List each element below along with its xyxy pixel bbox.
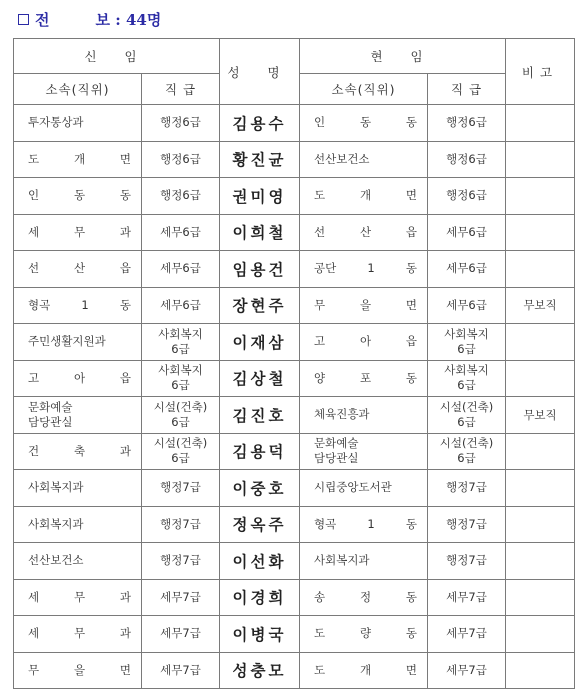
header-new-grade: 직 급 bbox=[142, 74, 220, 105]
current-dept-cell: 인 동 동 bbox=[300, 105, 428, 142]
current-grade-cell: 세무6급 bbox=[428, 287, 506, 324]
table-row bbox=[14, 324, 575, 361]
note-cell bbox=[506, 360, 575, 397]
note-cell bbox=[506, 324, 575, 361]
new-grade-cell: 사회복지 6급 bbox=[142, 360, 220, 397]
current-dept-cell: 도 개 면 bbox=[300, 178, 428, 215]
new-grade-cell: 세무7급 bbox=[142, 652, 220, 689]
name-cell: 이경희 bbox=[220, 579, 300, 616]
table-row bbox=[14, 397, 575, 434]
new-dept-cell: 세 무 과 bbox=[14, 214, 142, 251]
note-cell: 무보직 bbox=[506, 287, 575, 324]
transfer-table bbox=[13, 38, 575, 689]
name-cell: 장현주 bbox=[220, 287, 300, 324]
current-grade-cell: 세무7급 bbox=[428, 579, 506, 616]
name-cell: 이재삼 bbox=[220, 324, 300, 361]
name-cell: 김상철 bbox=[220, 360, 300, 397]
table-row bbox=[14, 543, 575, 580]
name-cell: 이희철 bbox=[220, 214, 300, 251]
new-dept-cell: 선산보건소 bbox=[14, 543, 142, 580]
new-grade-cell: 시설(건축) 6급 bbox=[142, 433, 220, 470]
new-dept-cell: 형곡 1 동 bbox=[14, 287, 142, 324]
current-dept-cell: 문화예술 담당관실 bbox=[300, 433, 428, 470]
new-grade-cell: 행정6급 bbox=[142, 105, 220, 142]
name-cell: 정옥주 bbox=[220, 506, 300, 543]
new-dept-cell: 주민생활지원과 bbox=[14, 324, 142, 361]
current-grade-cell: 세무7급 bbox=[428, 652, 506, 689]
current-dept-cell: 사회복지과 bbox=[300, 543, 428, 580]
header-current-post: 현 임 bbox=[300, 39, 506, 74]
current-grade-cell: 행정7급 bbox=[428, 470, 506, 507]
note-cell bbox=[506, 579, 575, 616]
current-dept-cell: 고 아 읍 bbox=[300, 324, 428, 361]
current-dept-cell: 도 개 면 bbox=[300, 652, 428, 689]
new-dept-cell: 문화예술 담당관실 bbox=[14, 397, 142, 434]
title-label: 전 bbox=[35, 10, 50, 29]
new-grade-cell: 시설(건축) 6급 bbox=[142, 397, 220, 434]
new-grade-cell: 행정7급 bbox=[142, 506, 220, 543]
new-grade-cell: 사회복지 6급 bbox=[142, 324, 220, 361]
new-dept-cell: 사회복지과 bbox=[14, 470, 142, 507]
note-cell bbox=[506, 616, 575, 653]
new-dept-cell: 세 무 과 bbox=[14, 616, 142, 653]
current-grade-cell: 행정7급 bbox=[428, 506, 506, 543]
table-row bbox=[14, 506, 575, 543]
note-cell bbox=[506, 506, 575, 543]
current-grade-cell: 세무6급 bbox=[428, 214, 506, 251]
name-cell: 이중호 bbox=[220, 470, 300, 507]
table-row bbox=[14, 105, 575, 142]
new-dept-cell: 세 무 과 bbox=[14, 579, 142, 616]
note-cell bbox=[506, 214, 575, 251]
current-dept-cell: 공단 1 동 bbox=[300, 251, 428, 288]
title-count: 보 : 44명 bbox=[95, 10, 162, 29]
name-cell: 황진균 bbox=[220, 141, 300, 178]
note-cell bbox=[506, 178, 575, 215]
new-dept-cell: 고 아 읍 bbox=[14, 360, 142, 397]
header-name: 성 명 bbox=[220, 39, 300, 105]
new-grade-cell: 행정6급 bbox=[142, 141, 220, 178]
name-cell: 김용덕 bbox=[220, 433, 300, 470]
new-grade-cell: 세무6급 bbox=[142, 214, 220, 251]
current-grade-cell: 사회복지 6급 bbox=[428, 324, 506, 361]
current-dept-cell: 체육진흥과 bbox=[300, 397, 428, 434]
new-dept-cell: 투자통상과 bbox=[14, 105, 142, 142]
new-dept-cell: 무 을 면 bbox=[14, 652, 142, 689]
current-grade-cell: 사회복지 6급 bbox=[428, 360, 506, 397]
new-grade-cell: 세무7급 bbox=[142, 616, 220, 653]
table-row bbox=[14, 178, 575, 215]
current-grade-cell: 시설(건축) 6급 bbox=[428, 433, 506, 470]
name-cell: 김진호 bbox=[220, 397, 300, 434]
current-grade-cell: 세무7급 bbox=[428, 616, 506, 653]
note-cell bbox=[506, 543, 575, 580]
new-dept-cell: 선 산 읍 bbox=[14, 251, 142, 288]
header-note: 비고 bbox=[506, 39, 575, 105]
table-row bbox=[14, 287, 575, 324]
name-cell: 이선화 bbox=[220, 543, 300, 580]
new-dept-cell: 도 개 면 bbox=[14, 141, 142, 178]
name-cell: 김용수 bbox=[220, 105, 300, 142]
table-row bbox=[14, 141, 575, 178]
new-grade-cell: 세무6급 bbox=[142, 287, 220, 324]
name-cell: 권미영 bbox=[220, 178, 300, 215]
current-grade-cell: 세무6급 bbox=[428, 251, 506, 288]
new-dept-cell: 사회복지과 bbox=[14, 506, 142, 543]
current-dept-cell: 무 을 면 bbox=[300, 287, 428, 324]
new-grade-cell: 행정7급 bbox=[142, 470, 220, 507]
name-cell: 성충모 bbox=[220, 652, 300, 689]
name-cell: 임용건 bbox=[220, 251, 300, 288]
header-cur-grade: 직 급 bbox=[428, 74, 506, 105]
table-row bbox=[14, 470, 575, 507]
table-row bbox=[14, 652, 575, 689]
new-grade-cell: 세무7급 bbox=[142, 579, 220, 616]
new-grade-cell: 행정6급 bbox=[142, 178, 220, 215]
current-dept-cell: 형곡 1 동 bbox=[300, 506, 428, 543]
note-cell bbox=[506, 433, 575, 470]
table-row bbox=[14, 214, 575, 251]
table-row bbox=[14, 433, 575, 470]
new-dept-cell: 건 축 과 bbox=[14, 433, 142, 470]
current-dept-cell: 선 산 읍 bbox=[300, 214, 428, 251]
note-cell bbox=[506, 470, 575, 507]
checkbox-square-icon bbox=[18, 14, 29, 25]
page-title bbox=[18, 7, 161, 31]
new-grade-cell: 세무6급 bbox=[142, 251, 220, 288]
new-dept-cell: 인 동 동 bbox=[14, 178, 142, 215]
current-dept-cell: 송 정 동 bbox=[300, 579, 428, 616]
new-grade-cell: 행정7급 bbox=[142, 543, 220, 580]
note-cell: 무보직 bbox=[506, 397, 575, 434]
header-new-post: 신 임 bbox=[14, 39, 220, 74]
current-grade-cell: 시설(건축) 6급 bbox=[428, 397, 506, 434]
note-cell bbox=[506, 105, 575, 142]
table-row bbox=[14, 251, 575, 288]
current-grade-cell: 행정6급 bbox=[428, 178, 506, 215]
current-grade-cell: 행정6급 bbox=[428, 141, 506, 178]
current-grade-cell: 행정6급 bbox=[428, 105, 506, 142]
table-row bbox=[14, 579, 575, 616]
header-cur-dept: 소속(직위) bbox=[300, 74, 428, 105]
current-dept-cell: 양 포 동 bbox=[300, 360, 428, 397]
header-new-dept: 소속(직위) bbox=[14, 74, 142, 105]
name-cell: 이병국 bbox=[220, 616, 300, 653]
current-dept-cell: 선산보건소 bbox=[300, 141, 428, 178]
current-grade-cell: 행정7급 bbox=[428, 543, 506, 580]
note-cell bbox=[506, 251, 575, 288]
table-row bbox=[14, 360, 575, 397]
current-dept-cell: 시립중앙도서관 bbox=[300, 470, 428, 507]
table-row bbox=[14, 616, 575, 653]
current-dept-cell: 도 량 동 bbox=[300, 616, 428, 653]
note-cell bbox=[506, 141, 575, 178]
note-cell bbox=[506, 652, 575, 689]
